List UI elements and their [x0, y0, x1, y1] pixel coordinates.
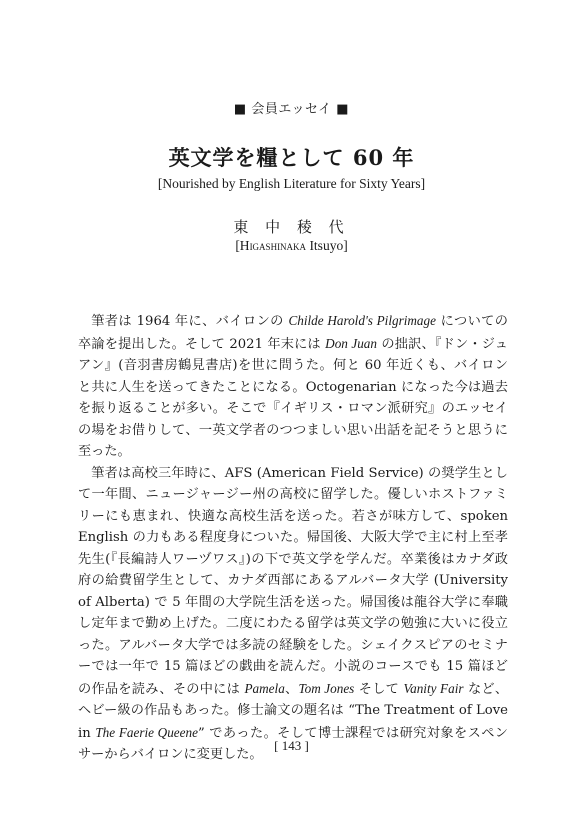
- author-name: 東 中 稜 代: [233, 218, 350, 236]
- paragraph-text: の拙訳、『ドン・ジュアン』(音羽書房鶴見書店)を世に問うた。何と 60 年近くも、バイロンと共に人生を送ってきたことになる。Octogenarian になった今は過去を振り返ることが多い。そこで『イギリス・ロマン派研究』のエッセイの場をお借りして、一英文学者のつつましい思い出話を記そうと思うに至った。: [78, 336, 508, 459]
- body-paragraph: [78, 463, 508, 766]
- paragraph-text: そして: [354, 681, 404, 697]
- section-label: ■ 会員エッセイ ■: [233, 102, 350, 117]
- author-romanized-smallcaps: igashinaka: [249, 238, 307, 253]
- italic-title-text: Tom Jones: [298, 680, 355, 696]
- essay-body: [78, 310, 508, 766]
- italic-title-text: Vanity Fair: [403, 680, 464, 696]
- body-paragraph: [78, 310, 508, 463]
- italic-title-text: Pamela: [244, 680, 285, 696]
- paragraph-text: 筆者は 1964 年に、バイロンの: [91, 314, 289, 329]
- italic-title-text: Childe Harold's Pilgrimage: [288, 313, 436, 328]
- essay-subtitle: [Nourished by English Literature for Sixty Years]: [157, 176, 426, 191]
- paragraph-text: ” であった。そして博士課程では研究対象をスペンサーからバイロンに変更した。: [78, 725, 508, 762]
- author-romanized-name: [0, 238, 583, 254]
- italic-title-text: Don Juan: [325, 335, 377, 351]
- italic-title-text: The Faerie Queene: [95, 724, 198, 740]
- author-romanized-suffix: Itsuyo]: [306, 238, 348, 253]
- author-romanized-prefix: [H: [235, 238, 250, 253]
- paragraph-text: 筆者は高校三年時に、AFS (American Field Service) の奨学生として一年間、ニュージャージー州の高校に留学した。優しいホストファミリーにも恵まれ、快適な高校生活を送った。若さが味方して、spoken English の力もある程度身についた。帰国後、大阪大学で主に村上至孝先生(『長編詩人ワーヅワス』)の下で英文学を学んだ。卒業後はカナダ政府の給費留学生として、カナダ西部にあるアルバータ大学 (University of Alberta) で 5 年間の大学院生活を送った。帰国後は龍谷大学に奉職し定年まで勤め上げた。二度にわたる留学は英文学の勉強に大いに役立った。アルバータ大学では多読の経験をした。シェイクスピアのセミナーでは一年で 15 篇ほどの戯曲を読んだ。小説のコースでも 15 篇ほどの作品を読み、その中には: [78, 465, 508, 697]
- page-number: [ 143 ]: [274, 738, 309, 753]
- paragraph-text: についての卒論を提出した。そして 2021 年末には: [78, 314, 508, 352]
- paragraph-text: 、: [284, 681, 299, 697]
- paragraph-text: など、ヘビー級の作品もあった。修士論文の題名は “The Treatment of Love in: [78, 681, 509, 741]
- essay-title: 英文学を糧として 60 年: [168, 145, 415, 170]
